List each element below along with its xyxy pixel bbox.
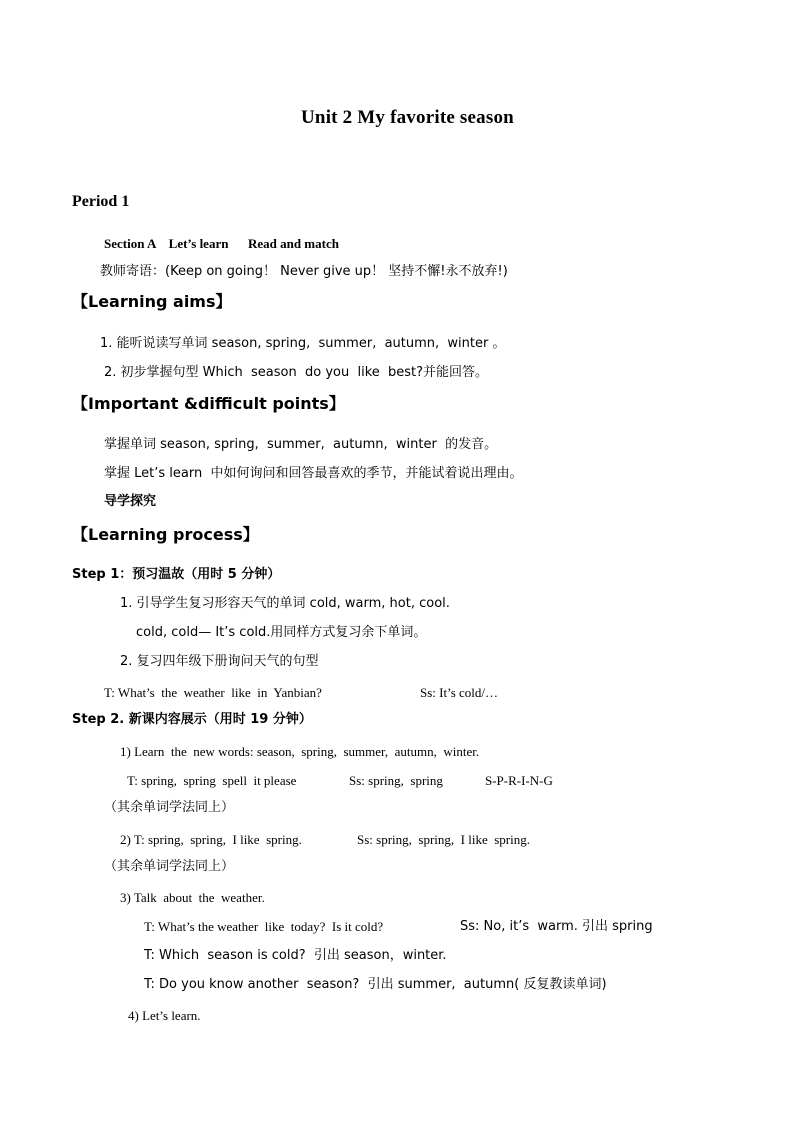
teacher-motto: 教师寄语：(Keep on going！ Never give up！ 坚持不懈!永不放弃!) xyxy=(100,264,508,279)
important-points-heading: 【Important &difficult points】 xyxy=(72,394,345,413)
point-item-1: 掌握单词 season, spring, summer, autumn, winter 的发音。 xyxy=(104,437,498,452)
step2-note-1: （其余单词学法同上） xyxy=(104,800,235,815)
step1-title: Step 1：预习温故（用时 5 分钟） xyxy=(72,567,281,582)
step2-title: Step 2. 新课内容展示（用时 19 分钟） xyxy=(72,712,312,727)
step2-item-2-students: Ss: spring, spring, I like spring. xyxy=(357,832,530,847)
step2-item-2-teacher: 2) T: spring, spring, I like spring. xyxy=(120,832,302,847)
point-item-2: 掌握 Let’s learn 中如何询问和回答最喜欢的季节，并能试着说出理由。 xyxy=(104,466,523,481)
guided-inquiry-label: 导学探究 xyxy=(104,494,157,509)
step2-item-1-students: Ss: spring, spring xyxy=(349,773,443,788)
step2-item-1-teacher: T: spring, spring spell it please xyxy=(127,773,297,788)
step1-dialog-teacher: T: What’s the weather like in Yanbian? xyxy=(104,685,322,700)
step2-item-4: 4) Let’s learn. xyxy=(128,1008,201,1023)
aim-item-1: 1. 能听说读写单词 season, spring, summer, autumn, winter 。 xyxy=(100,336,506,351)
step2-note-2: （其余单词学法同上） xyxy=(104,859,235,874)
step1-line-3: 2. 复习四年级下册询问天气的句型 xyxy=(120,654,319,669)
step2-item-3-teacher-a: T: What’s the weather like today? Is it cold? xyxy=(144,919,384,934)
section-line: Section A Let’s learn Read and match xyxy=(104,236,339,251)
step2-item-3-teacher-c: T: Do you know another season? 引出 summer, autumn( 反复教读单词) xyxy=(144,977,607,992)
step2-item-3-students-a: Ss: No, it’s warm. 引出 spring xyxy=(460,919,653,934)
step2-item-1-spelling: S-P-R-I-N-G xyxy=(485,773,553,788)
step1-dialog-students: Ss: It’s cold/… xyxy=(420,685,499,700)
learning-process-heading: 【Learning process】 xyxy=(72,525,259,544)
step2-item-3-teacher-b: T: Which season is cold? 引出 season，winter. xyxy=(144,948,447,963)
step2-item-3: 3) Talk about the weather. xyxy=(120,890,265,905)
step2-item-1: 1) Learn the new words: season, spring, summer, autumn, winter. xyxy=(120,744,480,759)
step1-line-2: cold, cold— It’s cold.用同样方式复习余下单词。 xyxy=(136,625,427,640)
learning-aims-heading: 【Learning aims】 xyxy=(72,292,232,311)
aim-item-2: 2. 初步掌握句型 Which season do you like best?并能回答。 xyxy=(104,365,489,380)
document-title: Unit 2 My favorite season xyxy=(301,107,514,128)
period-label: Period 1 xyxy=(72,193,130,210)
step1-line-1: 1. 引导学生复习形容天气的单词 cold, warm, hot, cool. xyxy=(120,596,450,611)
